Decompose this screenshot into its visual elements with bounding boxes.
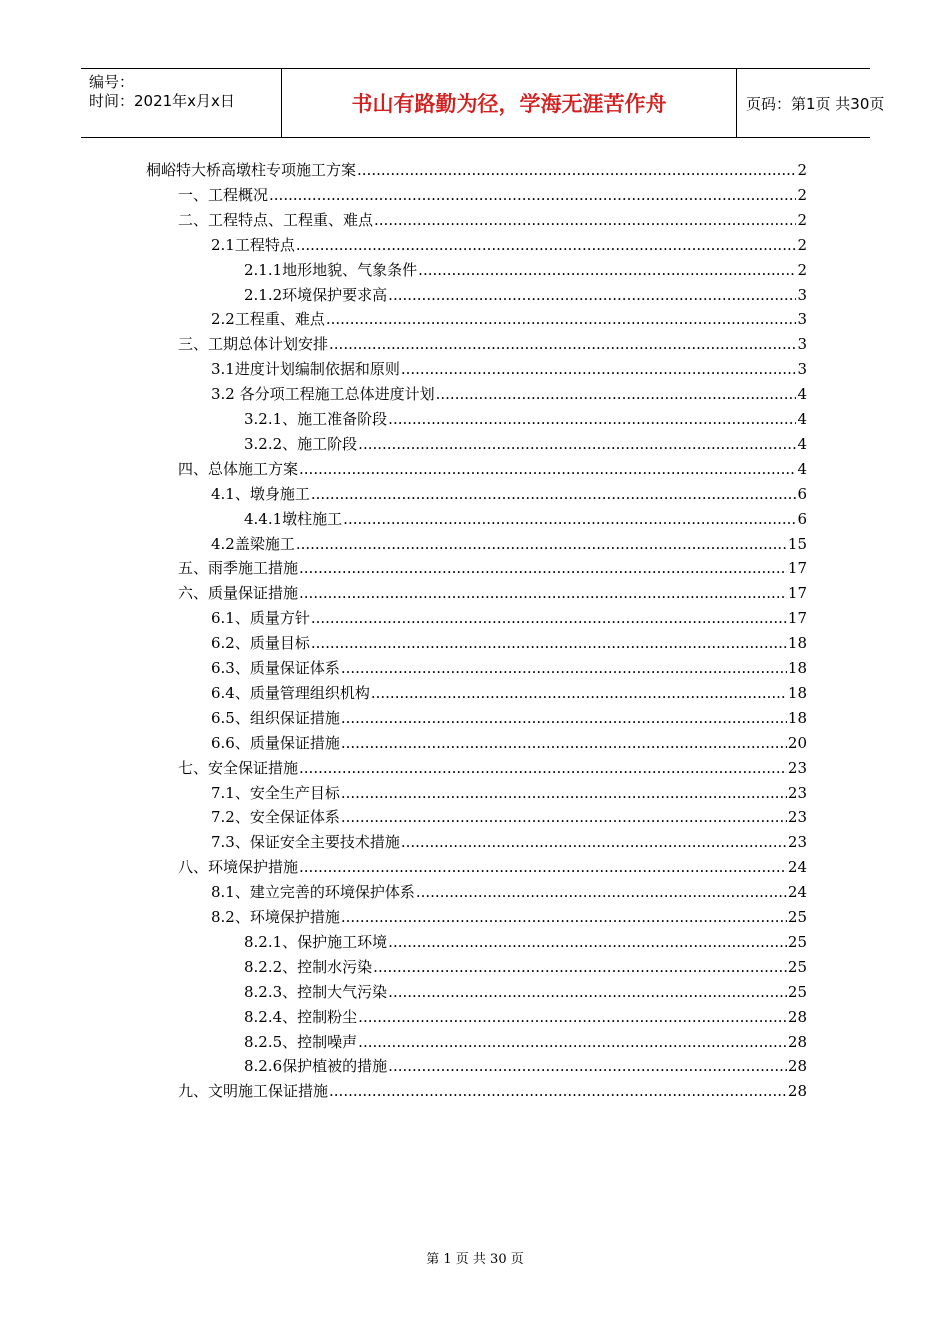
toc-entry-page-number: 4 — [797, 410, 807, 428]
toc-entry-title: 三、工期总体计划安排 — [178, 335, 329, 354]
toc-entry-title: 二、工程特点、工程重、难点 — [178, 210, 374, 229]
toc-entry-title: 7.3、保证安全主要技术措施 — [211, 833, 400, 852]
toc-entry-page-number: 23 — [787, 783, 807, 802]
toc-entry-page-number: 25 — [787, 957, 807, 976]
toc-dot-leader — [299, 457, 796, 482]
toc-entry-title: 8.1、建立完善的环境保护体系 — [211, 883, 415, 902]
toc-entry-page-number: 2 — [797, 260, 807, 279]
toc-entry-title: 2.1.1地形地貌、气象条件 — [244, 260, 418, 279]
toc-entry-title: 六、质量保证措施 — [178, 584, 299, 603]
toc-dot-leader — [311, 482, 797, 507]
toc-dot-leader — [299, 581, 787, 606]
toc-entry-page-number: 2 — [797, 210, 807, 229]
toc-entry-page-number: 3 — [797, 335, 807, 354]
toc-entry[interactable] — [244, 1005, 807, 1030]
header-right-cell — [736, 69, 885, 137]
toc-entry-page-number: 23 — [787, 808, 807, 827]
toc-entry-title: 3.2 各分项工程施工总体进度计划 — [211, 385, 435, 404]
toc-entry[interactable] — [211, 631, 807, 656]
toc-entry-page-number: 18 — [787, 659, 807, 677]
toc-entry[interactable] — [178, 208, 807, 233]
toc-entry-title: 6.4、质量管理组织机构 — [211, 683, 370, 702]
toc-entry[interactable] — [244, 432, 807, 457]
toc-entry-page-number: 2 — [797, 161, 807, 179]
toc-dot-leader — [299, 556, 787, 581]
toc-entry[interactable] — [244, 930, 807, 955]
toc-entry-title: 五、雨季施工措施 — [178, 559, 299, 578]
toc-dot-leader — [299, 855, 787, 880]
toc-dot-leader — [416, 880, 787, 905]
toc-entry-page-number: 3 — [797, 285, 807, 304]
toc-entry-page-number: 18 — [787, 634, 807, 653]
toc-dot-leader — [388, 980, 787, 1005]
toc-entry[interactable] — [178, 581, 807, 606]
toc-entry[interactable] — [244, 980, 807, 1005]
toc-entry[interactable] — [244, 407, 807, 432]
toc-entry[interactable] — [211, 805, 807, 830]
toc-entry-title: 2.1.2环境保护要求高 — [244, 285, 388, 304]
toc-dot-leader — [329, 332, 796, 357]
toc-entry-page-number: 25 — [787, 932, 807, 951]
toc-entry[interactable] — [178, 855, 807, 880]
toc-entry-page-number: 6 — [797, 509, 807, 528]
toc-entry[interactable] — [211, 532, 807, 557]
toc-dot-leader — [341, 905, 787, 930]
toc-entry-title: 8.2.3、控制大气污染 — [244, 982, 388, 1001]
toc-entry[interactable] — [211, 382, 807, 407]
toc-dot-leader — [373, 955, 787, 980]
page-header — [81, 68, 885, 138]
toc-dot-leader — [374, 208, 796, 233]
toc-entry-page-number: 4 — [797, 459, 807, 478]
toc-entry-title: 4.1、墩身施工 — [211, 484, 310, 503]
toc-dot-leader — [341, 731, 787, 756]
header-motto: 书山有路勤为径，学海无涯苦作舟 — [351, 92, 667, 116]
toc-entry[interactable] — [211, 731, 807, 756]
toc-entry-page-number: 28 — [787, 1082, 807, 1101]
toc-entry-title: 一、工程概况 — [178, 185, 269, 204]
toc-entry[interactable] — [211, 706, 807, 731]
toc-entry[interactable] — [211, 781, 807, 806]
toc-entry-page-number: 28 — [787, 1057, 807, 1076]
header-left-cell — [81, 69, 281, 137]
toc-entry-title: 桐峪特大桥高墩柱专项施工方案 — [146, 161, 357, 179]
toc-entry-page-number: 3 — [797, 310, 807, 329]
toc-entry-title: 7.2、安全保证体系 — [211, 808, 340, 827]
toc-dot-leader — [296, 532, 787, 557]
toc-entry-page-number: 28 — [787, 1032, 807, 1051]
toc-entry-page-number: 23 — [787, 758, 807, 777]
toc-entry-title: 6.3、质量保证体系 — [211, 659, 340, 677]
toc-entry-title: 3.2.2、施工阶段 — [244, 434, 358, 453]
toc-entry[interactable] — [244, 507, 807, 532]
toc-dot-leader — [341, 805, 787, 830]
toc-dot-leader — [343, 507, 796, 532]
toc-dot-leader — [358, 1030, 787, 1055]
toc-entry[interactable] — [211, 656, 807, 681]
toc-entry[interactable] — [178, 183, 807, 208]
toc-entry[interactable] — [211, 905, 807, 930]
toc-entry[interactable] — [211, 880, 807, 905]
toc-entry[interactable] — [178, 556, 807, 581]
toc-entry-title: 2.2工程重、难点 — [211, 310, 325, 329]
toc-entry-title: 八、环境保护措施 — [178, 858, 299, 877]
toc-entry-title: 4.2盖梁施工 — [211, 534, 295, 553]
toc-entry[interactable] — [244, 283, 807, 308]
toc-entry[interactable] — [211, 681, 807, 706]
toc-entry-title: 8.2.2、控制水污染 — [244, 957, 373, 976]
document-number-label: 编号： — [89, 73, 135, 91]
toc-dot-leader — [358, 1005, 787, 1030]
toc-entry-title: 7.1、安全生产目标 — [211, 783, 340, 802]
toc-entry-title: 6.6、质量保证措施 — [211, 733, 340, 752]
toc-entry-page-number: 23 — [787, 833, 807, 852]
toc-dot-leader — [341, 656, 787, 681]
toc-dot-leader — [388, 930, 787, 955]
toc-entry-page-number: 2 — [797, 185, 807, 204]
toc-dot-leader — [401, 357, 797, 382]
toc-entry[interactable] — [211, 233, 807, 258]
toc-entry[interactable] — [146, 158, 807, 183]
toc-entry-title: 8.2.4、控制粉尘 — [244, 1007, 358, 1026]
toc-entry-title: 6.5、组织保证措施 — [211, 708, 340, 727]
toc-entry-title: 2.1工程特点 — [211, 235, 295, 254]
header-page-info: 页码：第1页 共30页 — [746, 95, 885, 113]
toc-entry-title: 4.4.1墩柱施工 — [244, 509, 343, 528]
toc-entry[interactable] — [211, 606, 807, 631]
toc-entry-page-number: 15 — [787, 534, 807, 553]
toc-entry[interactable] — [244, 1030, 807, 1055]
toc-entry-title: 8.2.5、控制噪声 — [244, 1032, 358, 1051]
toc-entry-title: 8.2、环境保护措施 — [211, 908, 340, 926]
toc-entry[interactable] — [211, 830, 807, 855]
toc-entry[interactable] — [211, 482, 807, 507]
toc-dot-leader — [341, 781, 787, 806]
toc-dot-leader — [311, 606, 787, 631]
toc-entry[interactable] — [178, 756, 807, 781]
toc-dot-leader — [358, 432, 796, 457]
toc-entry-page-number: 4 — [797, 385, 807, 404]
toc-entry-title: 3.2.1、施工准备阶段 — [244, 410, 388, 428]
toc-entry-page-number: 18 — [787, 683, 807, 702]
toc-entry-title: 四、总体施工方案 — [178, 459, 299, 478]
toc-entry-title: 七、安全保证措施 — [178, 758, 299, 777]
toc-entry-page-number: 2 — [797, 235, 807, 254]
toc-entry-page-number: 24 — [787, 858, 807, 877]
toc-dot-leader — [418, 258, 796, 283]
toc-entry-title: 九、文明施工保证措施 — [178, 1082, 329, 1101]
toc-entry[interactable] — [178, 1079, 807, 1104]
toc-entry-page-number: 17 — [787, 609, 807, 628]
toc-entry[interactable] — [244, 955, 807, 980]
toc-entry-page-number: 20 — [787, 733, 807, 752]
toc-entry-page-number: 4 — [797, 434, 807, 453]
toc-dot-leader — [311, 631, 787, 656]
toc-dot-leader — [388, 283, 796, 308]
toc-entry-title: 8.2.6保护植被的措施 — [244, 1057, 388, 1076]
toc-dot-leader — [329, 1079, 787, 1104]
toc-dot-leader — [341, 706, 787, 731]
toc-entry-page-number: 28 — [787, 1007, 807, 1026]
toc-entry[interactable] — [244, 258, 807, 283]
toc-entry-page-number: 17 — [787, 559, 807, 578]
toc-entry[interactable] — [244, 1054, 807, 1079]
header-middle-cell — [281, 69, 737, 137]
toc-entry-page-number: 6 — [797, 484, 807, 503]
toc-dot-leader — [401, 830, 787, 855]
toc-entry-page-number: 25 — [787, 982, 807, 1001]
toc-entry[interactable] — [178, 457, 807, 482]
toc-dot-leader — [269, 183, 796, 208]
toc-entry-page-number: 18 — [787, 708, 807, 727]
toc-entry-page-number: 17 — [787, 584, 807, 603]
toc-dot-leader — [296, 233, 797, 258]
toc-entry[interactable] — [211, 307, 807, 332]
toc-entry[interactable] — [211, 357, 807, 382]
document-time-label: 时间：2021年x月x日 — [89, 92, 235, 110]
toc-entry-page-number: 24 — [787, 883, 807, 902]
toc-entry-title: 6.1、质量方针 — [211, 609, 310, 628]
toc-entry-page-number: 3 — [797, 360, 807, 379]
toc-entry-page-number: 25 — [787, 908, 807, 926]
toc-entry-title: 3.1进度计划编制依据和原则 — [211, 360, 400, 379]
toc-dot-leader — [357, 158, 796, 183]
toc-dot-leader — [371, 681, 787, 706]
toc-dot-leader — [436, 382, 797, 407]
toc-dot-leader — [388, 1054, 787, 1079]
toc-dot-leader — [388, 407, 796, 432]
toc-dot-leader — [326, 307, 797, 332]
toc-entry-title: 6.2、质量目标 — [211, 634, 310, 653]
toc-entry-title: 8.2.1、保护施工环境 — [244, 932, 388, 951]
page-footer: 第 1 页 共 30 页 — [426, 1252, 524, 1267]
toc-entry[interactable] — [178, 332, 807, 357]
toc-dot-leader — [299, 756, 787, 781]
